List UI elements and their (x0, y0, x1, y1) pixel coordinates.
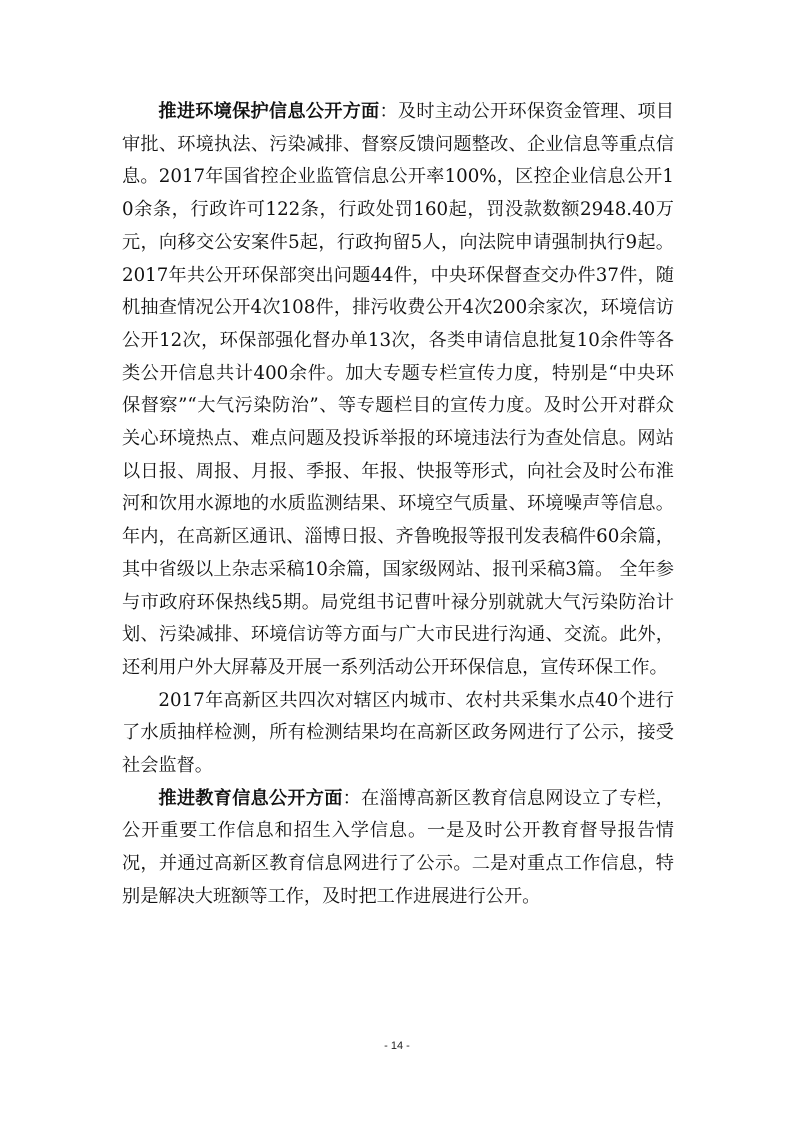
paragraph-lead-heading: 推进环境保护信息公开方面 (158, 101, 380, 122)
page-number: - 14 - (384, 1040, 410, 1052)
document-body (122, 96, 674, 914)
paragraph-text: ：及时主动公开环保资金管理、项目审批、环境执法、污染减排、督察反馈问题整改、企业信息等重点信息。2017年国省控企业监管信息公开率100%，区控企业信息公开10余条，行政许可122条，行政处罚160起，罚没款数额2948.40万元，向移交公安案件5起，行政拘留5人，向法院申请强制执行9起。2017年共公开环保部突出问题44件，中央环保督查交办件37件，随机抽查情况公开4次108件，排污收费公开4次200余家次，环境信访公开12次，环保部强化督办单13次，各类申请信息批复10余件等各类公开信息共计400余件。加大专题专栏宣传力度，特别是“中央环保督察”“大气污染防治”、等专题栏目的宣传力度。及时公开对群众关心环境热点、难点问题及投诉举报的环境违法行为查处信息。网站以日报、周报、月报、季报、年报、快报等形式，向社会及时公布淮河和饮用水源地的水质监测结果、环境空气质量、环境噪声等信息。年内，在高新区通讯、淄博日报、齐鲁晚报等报刊发表稿件60余篇，其中省级以上杂志采稿10余篇，国家级网站、报刊采稿3篇。 全年参与市政府环保热线5期。局党组书记曹叶禄分别就就大气污染防治计划、污染减排、环境信访等方面与广大市民进行沟通、交流。此外，还利用户外大屏幕及开展一系列活动公开环保信息，宣传环保工作。 (122, 101, 674, 678)
paragraph-text: ：在淄博高新区教育信息网设立了专栏，公开重要工作信息和招生入学信息。一是及时公开教育督导报告情况，并通过高新区教育信息网进行了公示。二是对重点工作信息，特别是解决大班额等工作，及时把工作进展进行公开。 (122, 787, 674, 907)
paragraph-text: 2017年高新区共四次对辖区内城市、农村共采集水点40个进行了水质抽样检测，所有检测结果均在高新区政务网进行了公示，接受社会监督。 (122, 689, 674, 777)
paragraph-environment-disclosure (122, 96, 674, 685)
paragraph-water-testing (122, 685, 674, 783)
paragraph-education-disclosure (122, 783, 674, 914)
paragraph-lead-heading: 推进教育信息公开方面 (158, 787, 343, 809)
